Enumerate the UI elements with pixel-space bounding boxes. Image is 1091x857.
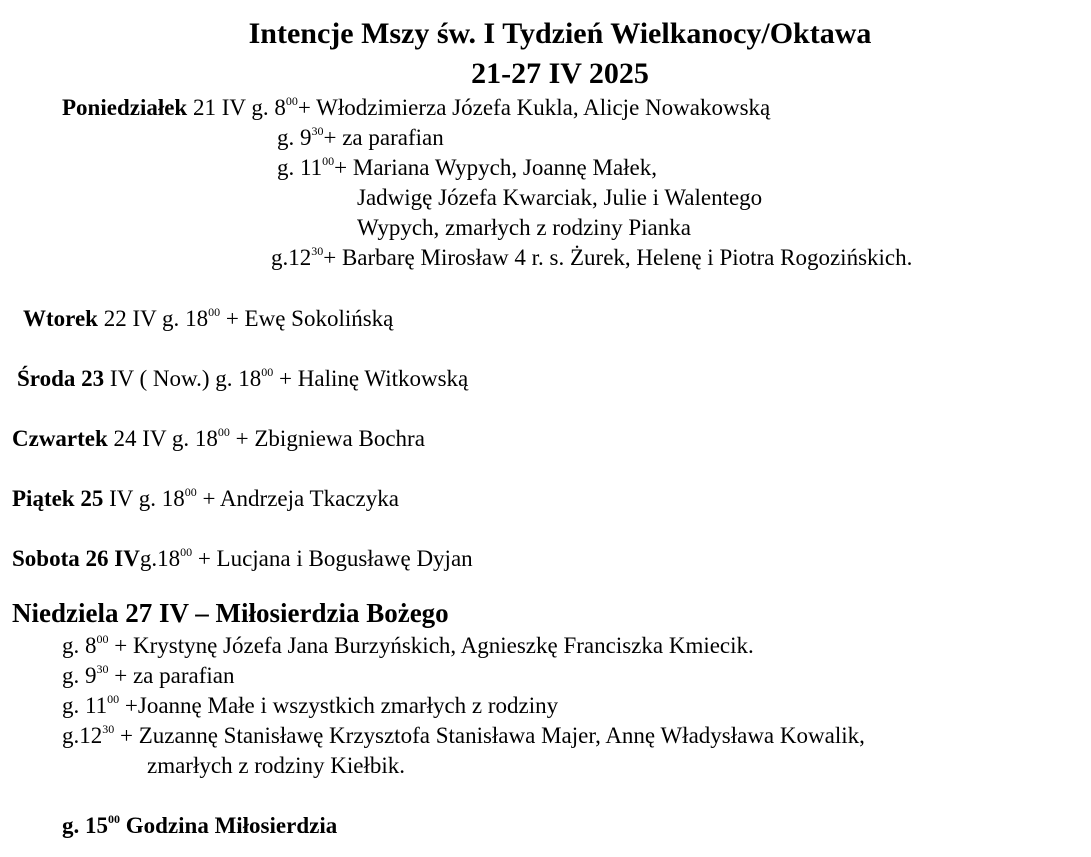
- saturday-day: Sobota 26 IV: [12, 546, 140, 571]
- saturday-date: g.: [139, 546, 158, 571]
- wednesday-hour: 18: [238, 366, 262, 391]
- saturday-text: + Lucjana i Bogusławę Dyjan: [192, 546, 473, 571]
- monday-day: Poniedziałek: [62, 95, 188, 120]
- thursday-text: + Zbigniewa Bochra: [229, 426, 425, 451]
- sunday-mass-4-min: 30: [102, 722, 115, 736]
- monday-line-1: [62, 93, 770, 123]
- monday-mass-4-hour: 12: [288, 245, 312, 270]
- sunday-mass-3-hour: 11: [85, 693, 108, 718]
- sunday-line-1: [62, 631, 754, 661]
- monday-line-2: [277, 123, 444, 153]
- page-title: Intencje Mszy św. I Tydzień Wielkanocy/Oktawa: [248, 17, 872, 50]
- friday-date: IV g.: [103, 486, 162, 511]
- sunday-mass-2-text: + za parafian: [108, 663, 235, 688]
- sunday-mass-1-prefix: g.: [62, 633, 85, 658]
- thursday-day: Czwartek: [12, 426, 108, 451]
- sunday-mass-3-text: +Joannę Małe i wszystkich zmarłych z rodziny: [119, 693, 559, 718]
- wednesday-min: 00: [261, 365, 274, 379]
- sunday-mass-3-min: 00: [107, 692, 120, 706]
- monday-mass-2-text: + za parafian: [323, 125, 444, 150]
- sunday-chaplet-prefix: g.: [62, 813, 85, 838]
- monday-mass-4-prefix: g.: [271, 245, 289, 270]
- thursday-line: [12, 424, 425, 454]
- monday-date: 21 IV g.: [187, 95, 275, 120]
- wednesday-line: [17, 364, 468, 394]
- sunday-chaplet-min: 00: [108, 812, 120, 826]
- sunday-mass-2-min: 30: [96, 662, 109, 676]
- sunday-mass-1-min: 00: [96, 632, 109, 646]
- sunday-mass-4-prefix: g.: [62, 723, 80, 748]
- saturday-hour: 18: [157, 546, 181, 571]
- monday-line-3: [277, 153, 657, 183]
- friday-text: + Andrzeja Tkaczyka: [196, 486, 399, 511]
- monday-mass-3-min: 00: [322, 154, 335, 168]
- sunday-mass-4-text: + Zuzannę Stanisławę Krzysztofa Stanisława Majer, Annę Władysława Kowalik,: [114, 723, 865, 748]
- monday-line-4: [271, 243, 912, 273]
- wednesday-date: IV ( Now.) g.: [104, 366, 239, 391]
- sunday-line-2: [62, 661, 234, 691]
- monday-mass-2-hour: 9: [300, 125, 312, 150]
- monday-mass-2-prefix: g.: [277, 125, 300, 150]
- tuesday-date: 22 IV g.: [97, 306, 186, 331]
- sunday-heading: Niedziela 27 IV – Miłosierdzia Bożego: [12, 598, 449, 628]
- tuesday-day: Wtorek: [23, 306, 98, 331]
- tuesday-text: + Ewę Sokolińską: [220, 306, 394, 331]
- tuesday-min: 00: [208, 305, 221, 319]
- monday-mass-4-min: 30: [311, 244, 324, 258]
- friday-min: 00: [184, 485, 197, 499]
- sunday-mass-2-prefix: g.: [62, 663, 85, 688]
- sunday-line-3: [62, 691, 558, 721]
- sunday-line-4: [62, 721, 865, 751]
- friday-line: [12, 484, 399, 514]
- sunday-chaplet-line: [62, 811, 337, 841]
- wednesday-day: Środa 23: [17, 366, 105, 391]
- monday-mass-2-min: 30: [311, 124, 324, 138]
- wednesday-text: + Halinę Witkowską: [273, 366, 469, 391]
- tuesday-line: [23, 304, 393, 334]
- sunday-mass-1-text: + Krystynę Józefa Jana Burzyńskich, Agnieszkę Franciszka Kmiecik.: [108, 633, 754, 658]
- sunday-continuation: zmarłych z rodziny Kiełbik.: [147, 753, 406, 778]
- saturday-min: 00: [180, 545, 193, 559]
- monday-mass-1-hour: 8: [274, 95, 286, 120]
- monday-mass-1-min: 00: [285, 94, 298, 108]
- friday-hour: 18: [161, 486, 185, 511]
- sunday-mass-1-hour: 8: [85, 633, 97, 658]
- monday-mass-3-text: + Mariana Wypych, Joannę Małek,: [334, 155, 657, 180]
- sunday-mass-4-hour: 12: [79, 723, 103, 748]
- monday-continuation-1: Jadwigę Józefa Kwarciak, Julie i Walentego: [357, 185, 763, 210]
- friday-day: Piątek 25: [12, 486, 104, 511]
- thursday-min: 00: [217, 425, 230, 439]
- monday-mass-3-hour: 11: [300, 155, 323, 180]
- monday-continuation-2: Wypych, zmarłych z rodziny Pianka: [357, 215, 691, 240]
- thursday-hour: 18: [194, 426, 218, 451]
- page-date-range: 21-27 IV 2025: [471, 57, 649, 90]
- sunday-mass-2-hour: 9: [85, 663, 97, 688]
- tuesday-hour: 18: [185, 306, 209, 331]
- sunday-chaplet-text: Godzina Miłosierdzia: [120, 813, 338, 838]
- monday-mass-4-text: + Barbarę Mirosław 4 r. s. Żurek, Helenę i Piotra Rogozińskich.: [323, 245, 913, 270]
- monday-mass-3-prefix: g.: [277, 155, 300, 180]
- saturday-line: [12, 544, 473, 574]
- monday-mass-1-text: + Włodzimierza Józefa Kukla, Alicje Nowakowską: [297, 95, 771, 120]
- sunday-chaplet-hour: 15: [85, 813, 108, 838]
- thursday-date: 24 IV g.: [107, 426, 195, 451]
- sunday-mass-3-prefix: g.: [62, 693, 85, 718]
